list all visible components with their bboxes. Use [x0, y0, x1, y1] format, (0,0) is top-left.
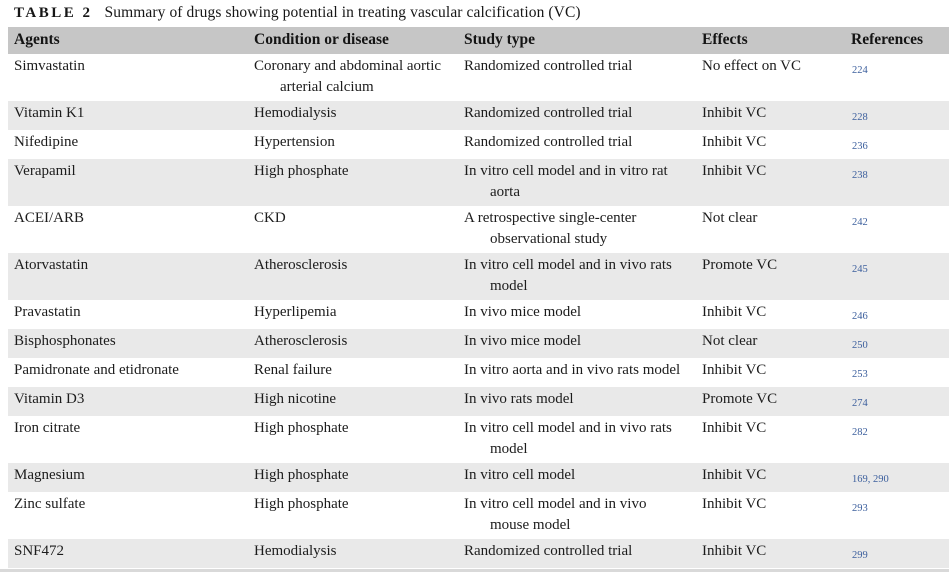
table-label: TABLE 2	[14, 5, 93, 21]
table-row	[8, 300, 949, 329]
cell-condition: Hyperlipemia	[254, 304, 337, 320]
reference-link[interactable]: 299	[852, 550, 868, 561]
cell-agent: Pravastatin	[14, 304, 81, 320]
cell-condition: CKD	[254, 210, 286, 226]
table-row	[8, 463, 949, 492]
cell-references	[845, 463, 949, 492]
cell-condition: Hypertension	[254, 134, 335, 150]
cell-condition: Atherosclerosis	[254, 333, 348, 349]
cell-study-type: Randomized controlled trial	[464, 543, 633, 559]
cell-agent: Zinc sulfate	[14, 496, 86, 512]
cell-study-type: In vivo mice model	[464, 333, 582, 349]
table-row	[8, 329, 949, 358]
cell-agent: Vitamin D3	[14, 391, 85, 407]
cell-effects: Inhibit VC	[702, 496, 767, 512]
reference-link[interactable]: 246	[852, 311, 868, 322]
cell-agent: Pamidronate and etidronate	[14, 362, 179, 378]
reference-link[interactable]: 253	[852, 369, 868, 380]
table-body	[8, 54, 949, 568]
cell-references	[845, 206, 949, 253]
cell-agent: Atorvastatin	[14, 257, 89, 273]
cell-references	[845, 253, 949, 300]
cell-references	[845, 387, 949, 416]
table-row	[8, 387, 949, 416]
cell-references	[845, 101, 949, 130]
cell-study-type: In vitro cell model and in vivo mouse model	[464, 496, 647, 533]
reference-link[interactable]: 242	[852, 217, 868, 228]
cell-study-type: In vitro cell model and in vivo rats model	[464, 257, 672, 294]
reference-link[interactable]: 274	[852, 398, 868, 409]
cell-effects: Not clear	[702, 210, 758, 226]
cell-effects: Promote VC	[702, 257, 778, 273]
table-row	[8, 416, 949, 463]
cell-references	[845, 300, 949, 329]
cell-agent: Iron citrate	[14, 420, 81, 436]
cell-effects: No effect on VC	[702, 58, 802, 74]
cell-effects: Inhibit VC	[702, 304, 767, 320]
table-row	[8, 159, 949, 206]
cell-agent: Nifedipine	[14, 134, 79, 150]
cell-effects: Inhibit VC	[702, 134, 767, 150]
cell-study-type: Randomized controlled trial	[464, 58, 633, 74]
cell-effects: Inhibit VC	[702, 105, 767, 121]
cell-study-type: In vitro aorta and in vivo rats model	[464, 362, 681, 378]
cell-condition: Atherosclerosis	[254, 257, 348, 273]
cell-references	[845, 416, 949, 463]
reference-link[interactable]: 236	[852, 141, 868, 152]
cell-agent: ACEI/ARB	[14, 210, 85, 226]
cell-study-type: In vivo mice model	[464, 304, 582, 320]
table-caption-row	[14, 4, 945, 22]
column-header-agents: Agents	[8, 27, 248, 54]
reference-link[interactable]: 293	[852, 503, 868, 514]
cell-effects: Inhibit VC	[702, 163, 767, 179]
cell-condition: High phosphate	[254, 420, 349, 436]
cell-study-type: Randomized controlled trial	[464, 134, 633, 150]
cell-agent: Verapamil	[14, 163, 76, 179]
cell-effects: Not clear	[702, 333, 758, 349]
cell-effects: Inhibit VC	[702, 543, 767, 559]
cell-references	[845, 130, 949, 159]
reference-link[interactable]: 228	[852, 112, 868, 123]
cell-study-type: In vitro cell model	[464, 467, 576, 483]
table-header	[8, 27, 949, 54]
cell-references	[845, 159, 949, 206]
cell-study-type: In vitro cell model and in vivo rats model	[464, 420, 672, 457]
table-row	[8, 492, 949, 539]
reference-link[interactable]: 245	[852, 264, 868, 275]
cell-condition: Hemodialysis	[254, 105, 337, 121]
cell-effects: Inhibit VC	[702, 362, 767, 378]
reference-link[interactable]: 238	[852, 170, 868, 181]
column-header-condition: Condition or disease	[248, 27, 458, 54]
table-row	[8, 54, 949, 101]
drugs-summary-table	[8, 27, 949, 568]
cell-study-type: In vitro cell model and in vitro rat aorta	[464, 163, 668, 200]
cell-references	[845, 54, 949, 101]
cell-condition: Hemodialysis	[254, 543, 337, 559]
cell-study-type: A retrospective single-center observational study	[464, 210, 637, 247]
cell-study-type: In vivo rats model	[464, 391, 574, 407]
cell-references	[845, 492, 949, 539]
header-row	[8, 27, 949, 54]
table-row	[8, 358, 949, 387]
reference-link[interactable]: 282	[852, 427, 868, 438]
cell-references	[845, 539, 949, 568]
table-caption-text: Summary of drugs showing potential in treating vascular calcification (VC)	[104, 4, 581, 21]
table-row	[8, 101, 949, 130]
reference-link[interactable]: 224	[852, 65, 868, 76]
cell-study-type: Randomized controlled trial	[464, 105, 633, 121]
cell-references	[845, 358, 949, 387]
column-header-study-type: Study type	[458, 27, 696, 54]
cell-effects: Promote VC	[702, 391, 778, 407]
cell-agent: Simvastatin	[14, 58, 85, 74]
column-header-references: References	[845, 27, 949, 54]
reference-link[interactable]: 169, 290	[852, 474, 889, 485]
cell-condition: High phosphate	[254, 163, 349, 179]
table-row	[8, 206, 949, 253]
table-row	[8, 130, 949, 159]
cell-agent: Vitamin K1	[14, 105, 85, 121]
cell-condition: Renal failure	[254, 362, 332, 378]
table-row	[8, 253, 949, 300]
reference-link[interactable]: 250	[852, 340, 868, 351]
cell-condition: Coronary and abdominal aortic arterial calcium	[254, 58, 442, 95]
cell-condition: High phosphate	[254, 496, 349, 512]
cell-effects: Inhibit VC	[702, 420, 767, 436]
cell-agent: Bisphosphonates	[14, 333, 116, 349]
cell-agent: Magnesium	[14, 467, 85, 483]
column-header-effects: Effects	[696, 27, 845, 54]
cell-condition: High nicotine	[254, 391, 337, 407]
cell-effects: Inhibit VC	[702, 467, 767, 483]
cell-references	[845, 329, 949, 358]
table-row	[8, 539, 949, 568]
cell-condition: High phosphate	[254, 467, 349, 483]
cell-agent: SNF472	[14, 543, 65, 559]
